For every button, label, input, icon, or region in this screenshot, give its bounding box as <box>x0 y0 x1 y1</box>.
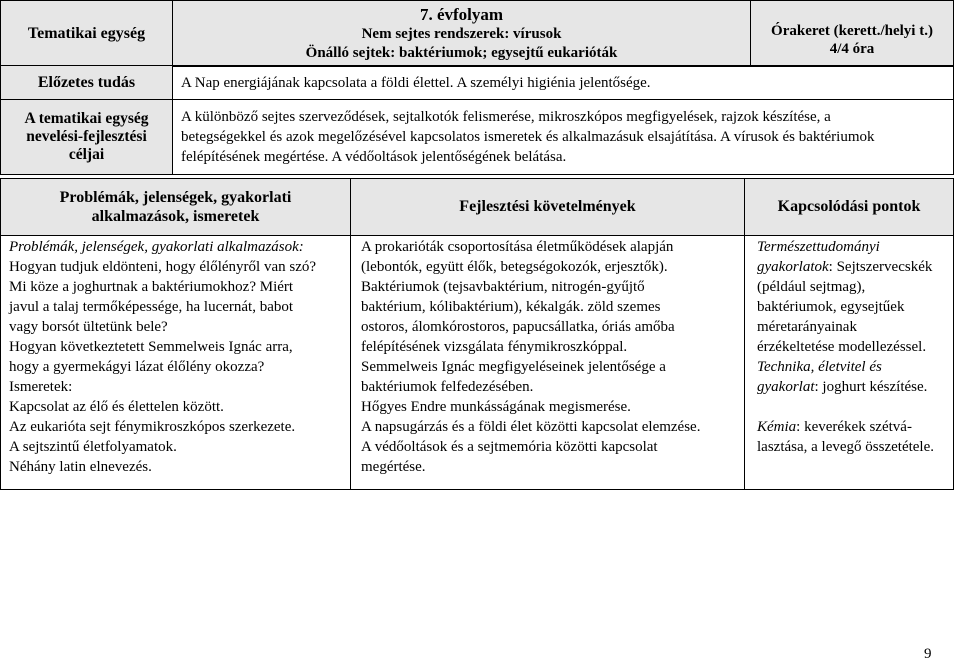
col3-line <box>757 377 953 397</box>
col3-kemia-label: Kémia <box>757 419 797 435</box>
col3-line-rest: : Sejtszervecskék <box>828 259 933 275</box>
col3-line: Technika, életvitel és <box>757 359 882 375</box>
col2-line: megértése. <box>361 459 426 475</box>
goals-text-cell <box>173 100 954 175</box>
header-block <box>0 0 954 65</box>
col2-line: A védőoltások és a sejtmemória közötti kapcsolat <box>361 439 658 455</box>
col1-line: javul a talaj termőképessége, ha lucernát, babot <box>9 299 294 315</box>
topic-line-2: Önálló sejtek: baktériumok; egysejtű eukarióták <box>305 44 618 61</box>
unit-label-cell <box>1 1 173 67</box>
col2-header-cell <box>351 179 745 236</box>
col3-line-rest: : joghurt készítése. <box>814 379 928 395</box>
content-table <box>0 178 954 490</box>
col3-line: lasztása, a levegő összetétele. <box>757 439 934 455</box>
col1-line: Hogyan következtetett Semmelweis Ignác arra, <box>9 339 293 355</box>
hours-value: 4/4 óra <box>829 40 875 57</box>
unit-label: Tematikai egység <box>27 24 146 42</box>
col2-line: felépítésének vizsgálata fénymikroszkóppal. <box>361 339 628 355</box>
prereq-text: A Nap energiájának kapcsolata a földi élettel. A személyi higiénia jelentősége. <box>181 74 651 91</box>
col3-body-cell <box>745 236 954 490</box>
goals-text-line-3: felépítésének megértése. A védőoltások jelentőségének belátása. <box>181 149 567 165</box>
col3-italic-prefix: gyakorlatok <box>757 259 829 275</box>
col1-line: hogy a gyermekágyi lázat élőlény okozza? <box>9 359 265 375</box>
col3-kemia-rest: : keverékek szétvá- <box>796 419 912 435</box>
col1-line: Mi köze a joghurtnak a baktériumokhoz? Miért <box>9 279 294 295</box>
col1-line: Problémák, jelenségek, gyakorlati alkalmazások: <box>9 239 304 255</box>
col2-line: baktériumok felfedezésében. <box>361 379 534 395</box>
col1-line: Az eukarióta sejt fénymikroszkópos szerkezete. <box>9 419 296 435</box>
page-number: 9 <box>924 646 932 662</box>
goals-label-line-3: céljai <box>68 146 105 163</box>
col2-line: Hőgyes Endre munkásságának megismerése. <box>361 399 631 415</box>
topic-line-1: Nem sejtes rendszerek: vírusok <box>361 25 562 42</box>
col1-line: Ismeretek: <box>9 379 73 395</box>
col1-line: vagy borsót ültetünk bele? <box>9 319 168 335</box>
goals-text-line-2: betegségekkel és azok megelőzésével kapcsolatos ismeretek és alkalmazásuk elsajátítása. A vírusok és baktériumok <box>181 129 875 145</box>
col1-body-cell <box>1 236 351 490</box>
intro-table <box>0 65 954 175</box>
col1-header-line-1: Problémák, jelenségek, gyakorlati <box>59 189 292 206</box>
col2-line: ostoros, álomkórostoros, papucsállatka, óriás amőba <box>361 319 675 335</box>
col2-line: baktérium, kólibaktérium), kékalgák. zöld szemes <box>361 299 661 315</box>
col3-line: méretarányainak <box>757 319 857 335</box>
col3-line: baktériumok, egysejtűek <box>757 299 905 315</box>
goals-text-line-1: A különböző sejtes szerveződések, sejtalkotók felismerése, mikroszkópos megfigyelések, rajzok készítése, a <box>181 109 831 125</box>
prereq-text-cell <box>173 66 954 100</box>
col2-line: Semmelweis Ignác megfigyeléseinek jelentősége a <box>361 359 666 375</box>
col2-line: A napsugárzás és a földi élet közötti kapcsolat elemzése. <box>361 419 701 435</box>
col3-line: Természettudományi <box>757 239 880 255</box>
goals-label-line-2: nevelési-fejlesztési <box>26 128 147 145</box>
col1-header-line-2: alkalmazások, ismeretek <box>91 208 260 225</box>
prereq-label: Előzetes tudás <box>37 73 136 91</box>
col1-line: Hogyan tudjuk eldönteni, hogy élőlényről van szó? <box>9 259 317 275</box>
col3-header: Kapcsolódási pontok <box>777 198 921 215</box>
grade-title: 7. évfolyam <box>419 4 504 24</box>
goals-label-line-1: A tematikai egység <box>24 110 149 127</box>
col3-line <box>757 417 953 437</box>
col2-line: A prokarióták csoportosítása életműködések alapján <box>361 239 674 255</box>
col3-line <box>757 397 953 417</box>
col1-line: Kapcsolat az élő és élettelen között. <box>9 399 224 415</box>
col3-line: érzékeltetése modellezéssel. <box>757 339 927 355</box>
goals-label-cell <box>1 100 173 175</box>
col3-italic-prefix: gyakorlat <box>757 379 815 395</box>
col2-line: (lebontók, együtt élők, betegségokozók, erjesztők). <box>361 259 668 275</box>
hours-cell <box>751 1 954 67</box>
col1-header-cell <box>1 179 351 236</box>
col2-header: Fejlesztési követelmények <box>459 198 636 215</box>
col2-line: Baktériumok (tejsavbaktérium, nitrogén-gyűjtő <box>361 279 645 295</box>
prereq-label-cell <box>1 66 173 100</box>
col1-line: A sejtszintű életfolyamatok. <box>9 439 177 455</box>
col3-header-cell <box>745 179 954 236</box>
hours-label: Órakeret (kerett./helyi t.) <box>771 22 933 39</box>
col3-line: (például sejtmag), <box>757 279 866 295</box>
col1-line: Néhány latin elnevezés. <box>9 459 152 475</box>
topic-cell <box>173 1 751 67</box>
col3-line <box>757 257 953 277</box>
col2-body-cell <box>351 236 745 490</box>
